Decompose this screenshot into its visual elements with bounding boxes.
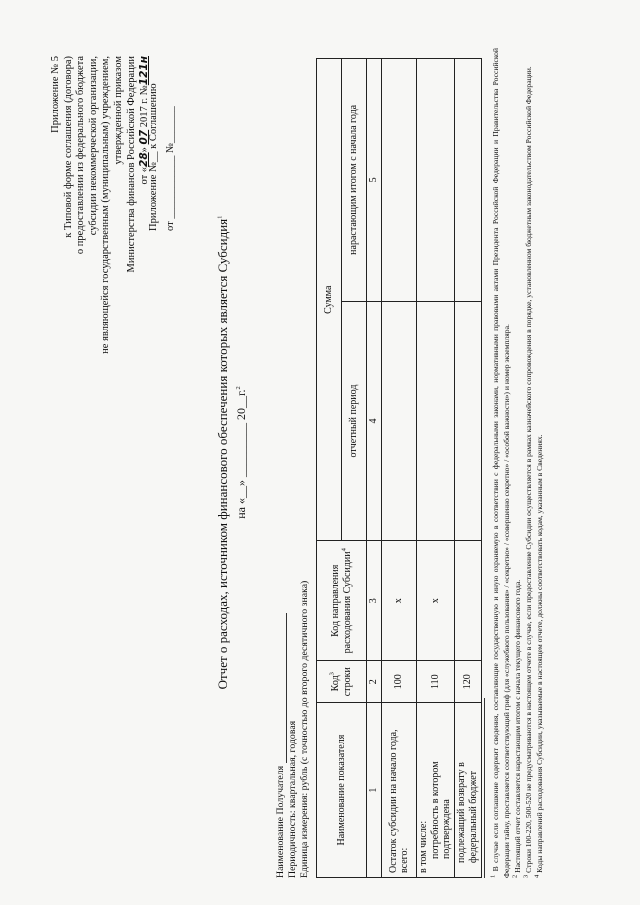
row-name-prefix: в том числе: <box>418 820 429 873</box>
row-name <box>417 703 455 878</box>
order-date-mid: » <box>139 144 151 153</box>
table-row <box>417 59 455 878</box>
row-code: 100 <box>382 661 417 703</box>
order-number: 121н <box>138 56 151 86</box>
recipient-label: Наименование Получателя <box>275 765 286 878</box>
expense-report-table <box>316 58 482 878</box>
row-code: 120 <box>454 661 481 703</box>
column-index: 1 <box>367 703 382 878</box>
footnote-3: $^3$ Строки 100-220, 500-520 не предусматриваются в настоящем отчете в случае, если предоставление Субсидии осуществляется в рамках казначейского сопровождения в порядке, установленном бюджетным законодательством Российской Федерации. <box>522 66 533 878</box>
row-period-value <box>417 301 455 541</box>
appendix-line: утвержденной приказом <box>112 56 124 165</box>
order-date-month: 07 <box>138 129 151 145</box>
report-title-footnote-mark: 1 <box>216 215 224 219</box>
column-index: 4 <box>367 301 382 541</box>
agreement-ref-line1: Приложение №__ к Соглашению <box>148 83 159 231</box>
row-period-value <box>454 301 481 541</box>
report-date-text: на «__» _________ 20__г. <box>234 389 248 519</box>
recipient-name-blank <box>277 613 287 763</box>
footnote-divider <box>484 698 485 878</box>
order-date-prefix: от « <box>139 166 151 185</box>
appendix-line: Министерства финансов Российской Федерации <box>125 56 137 273</box>
unit-of-measure: Единица измерения: рубль (с точностью до второго десятичного знака) <box>299 580 311 878</box>
table-row <box>382 59 417 878</box>
header-reporting-period: отчетный период <box>342 301 367 541</box>
column-index: 3 <box>367 541 382 661</box>
row-name: подлежащий возврату в федеральный бюджет <box>454 703 481 878</box>
order-date-year: 2017 г. № <box>139 85 151 130</box>
appendix-line: субсидии некоммерческой организации, <box>87 56 99 236</box>
appendix-line: Приложение № 5 <box>50 56 61 133</box>
column-index-row <box>367 59 382 878</box>
appendix-line: к Типовой форме соглашения (договора) <box>62 56 74 238</box>
report-date-footnote-mark: 2 <box>235 386 242 390</box>
row-cumulative-value <box>417 59 455 302</box>
footnote-1: $^1$ В случае если соглашение содержит сведения, составляющие государственную и иную охраняемую в соответствии с федеральными законами, нормативными правовыми актами Президента Российской Федерации и Правительства Российской Федерации тайну, проставляется соответствующий гриф (для «служебного пользования» / «секретно» / «совершенно секретно» / «особой важности») и номер экземпляра. <box>489 48 511 878</box>
row-code: 110 <box>417 661 455 703</box>
header-indicator-name: Наименование показателя <box>317 703 367 878</box>
appendix-header <box>50 56 152 526</box>
header-direction-code: Код направления расходования Субсидии$^4$ <box>317 541 367 661</box>
column-index: 5 <box>367 59 382 302</box>
agreement-ref-line2: от ____________ №_______ <box>165 106 176 231</box>
row-direction <box>454 541 481 661</box>
table-row <box>454 59 481 878</box>
row-direction: x <box>417 541 455 661</box>
header-cumulative: нарастающим итогом с начала года <box>342 59 367 302</box>
appendix-line: не являющейся государственным (муниципальным) учреждением, <box>100 56 112 354</box>
footnote-4: $^4$ Коды направлений расходования Субсидии, указываемые в настоящем отчете, должны соответствовать кодам, указанным в Сведениях. <box>533 434 544 878</box>
agreement-reference <box>145 56 179 231</box>
periodicity: Периодичность: квартальная, годовая <box>287 720 299 878</box>
row-name-sub: потребность в котором подтверждена <box>429 761 452 859</box>
report-meta <box>275 581 312 878</box>
row-direction: x <box>382 541 417 661</box>
row-cumulative-value <box>454 59 481 302</box>
row-cumulative-value <box>382 59 417 302</box>
recipient-name-row <box>275 581 287 878</box>
appendix-line: о предоставлении из федерального бюджета <box>75 56 87 255</box>
footnote-2: $^2$ Настоящий отчет составляется нарастающим итогом с начала текущего финансового года. <box>511 579 522 878</box>
footnotes <box>490 48 545 878</box>
header-row-code: Код$^3$ строки <box>317 661 367 703</box>
report-title <box>215 0 231 905</box>
report-date <box>234 0 249 905</box>
row-name: Остаток субсидии на начало года, всего: <box>382 703 417 878</box>
header-sum: Сумма <box>317 59 342 541</box>
report-title-text: Отчет о расходах, источником финансового обеспечения которых является Субсидия <box>215 218 230 690</box>
row-period-value <box>382 301 417 541</box>
order-date-day: 28 <box>138 152 151 167</box>
table-header-row <box>317 59 342 878</box>
column-index: 2 <box>367 661 382 703</box>
